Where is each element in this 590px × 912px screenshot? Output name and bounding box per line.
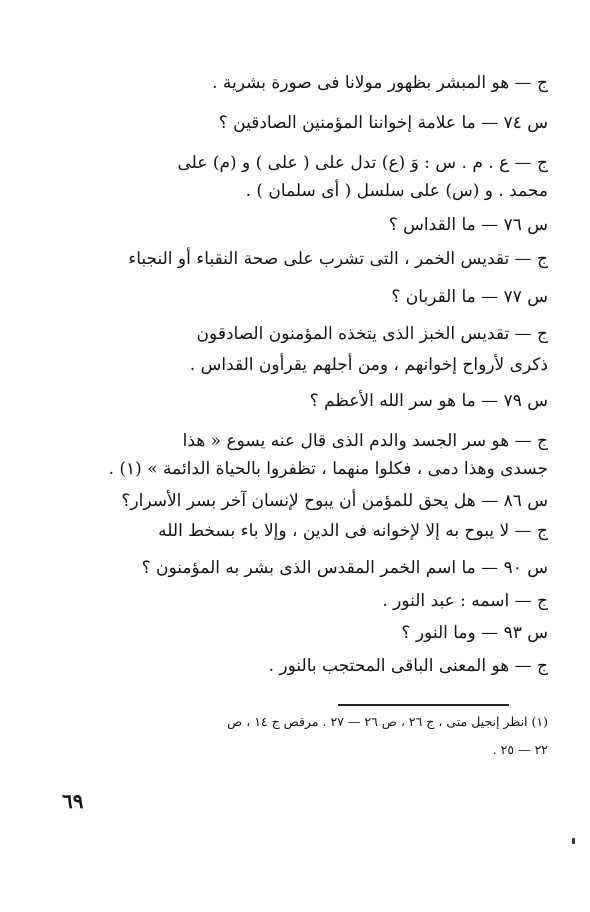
text-line-question-90: س ٩٠ — ما اسم الخمر المقدس الذى بشر به المؤمنون ؟ [141, 558, 548, 578]
text-line-question-77: س ٧٧ — ما القربان ؟ [391, 287, 548, 307]
footnote-line: (١) انظر إنجيل متى ، ج ٢٦ ، ص ٢٦ — ٢٧ . مرقص ج ١٤ ، ص [227, 714, 548, 729]
text-line-question-86: س ٨٦ — هل يحق للمؤمن أن يبوح لإنسان آخر بسر الأسرار؟ [121, 491, 548, 511]
text-line-answer: ج — هو المبشر بظهور مولانا فى صورة بشرية . [212, 73, 548, 93]
text-line-question-79: س ٧٩ — ما هو سر الله الأعظم ؟ [309, 391, 548, 411]
scan-speck [572, 838, 575, 844]
text-line-answer: ج — تقديس الخمر ، التى تشرب على صحة النقباء أو النجباء [128, 249, 548, 269]
footnote-divider [338, 704, 509, 706]
text-line-question-76: س ٧٦ — ما القداس ؟ [388, 215, 548, 235]
text-line-continuation: جسدى وهذا دمى ، فكلوا منهما ، تظفروا بالحياة الدائمة » (١) . [108, 459, 548, 479]
text-line-answer: ج — هو سر الجسد والدم الذى قال عنه يسوع « هذا [182, 431, 548, 451]
text-line-continuation: ذكرى لأرواح إخوانهم ، ومن أجلهم يقرأون القداس . [189, 355, 548, 375]
text-line-question-93: س ٩٣ — وما النور ؟ [401, 623, 548, 643]
text-line-answer: ج — لا يبوح به إلا لإخوانه فى الدين ، وإلا باء بسخط الله [158, 521, 548, 541]
text-line-continuation: محمد . و (س) على سلسل ( أى سلمان ) . [245, 181, 548, 201]
text-line-answer: ج — هو المعنى الباقى المحتجب بالنور . [268, 656, 548, 676]
footnote-line: ٢٢ — ٢٥ . [492, 742, 548, 757]
page-number: ٦٩ [62, 789, 84, 813]
text-line-question-74: س ٧٤ — ما علامة إخواننا المؤمنين الصادقين ؟ [218, 113, 548, 133]
text-line-answer: ج — تقديس الخبز الذى يتخذه المؤمنون الصادقون [196, 324, 548, 344]
text-line-answer: ج — ع . م . س : وَ (ع) تدل على ( على ) و (م) على [177, 153, 548, 173]
text-line-answer: ج — اسمه : عبد النور . [382, 591, 548, 611]
